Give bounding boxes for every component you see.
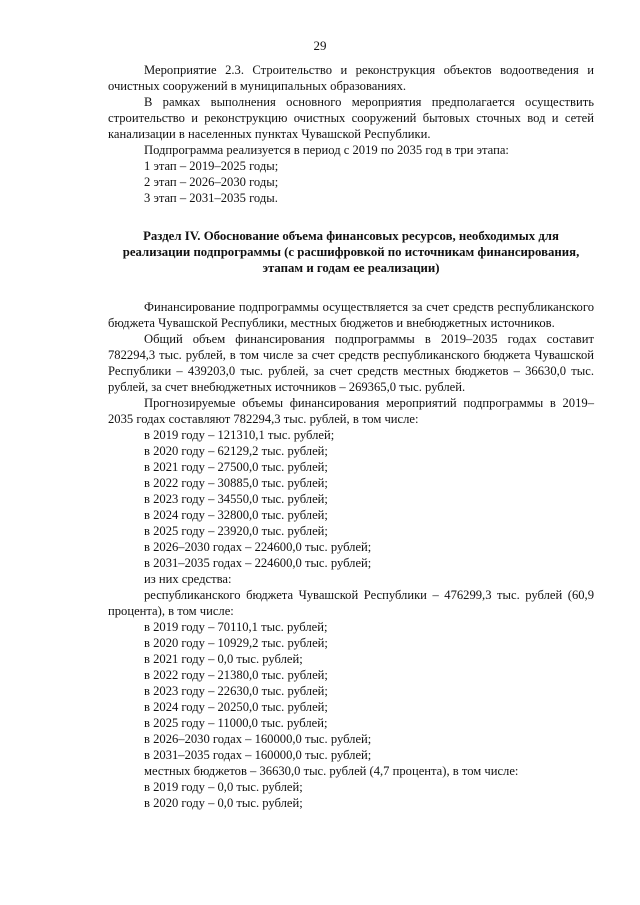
stage-item: 1 этап – 2019–2025 годы; xyxy=(144,159,279,173)
paragraph-local-budget: местных бюджетов – 36630,0 тыс. рублей (4,7 процента), в том числе: xyxy=(144,764,519,778)
total-year-item: в 2019 году – 121310,1 тыс. рублей; xyxy=(144,428,335,442)
paragraph-forecast-volume: Прогнозируемые объемы финансирования мероприятий подпрограммы в 2019–2035 годах составляют 782294,3 тыс. рублей, в том числе: xyxy=(108,396,594,426)
paragraph-measure-2-3: Мероприятие 2.3. Строительство и реконструкция объектов водоотведения и очистных сооружений в муниципальных образованиях. xyxy=(108,63,594,93)
total-year-item: в 2023 году – 34550,0 тыс. рублей; xyxy=(144,492,328,506)
paragraph-financing-sources: Финансирование подпрограммы осуществляется за счет средств республиканского бюджета Чувашской Республики, местных бюджетов и внебюджетных источников. xyxy=(108,300,594,330)
paragraph-measure-description: В рамках выполнения основного мероприятия предполагается осуществить строительство и реконструкцию очистных сооружений бытовых сточных вод и сетей канализации в населенных пунктах Чувашской Республики. xyxy=(108,95,594,141)
republican-year-item: в 2025 году – 11000,0 тыс. рублей; xyxy=(144,716,328,730)
republican-year-item: в 2022 году – 21380,0 тыс. рублей; xyxy=(144,668,328,682)
total-year-item: в 2031–2035 годах – 224600,0 тыс. рублей; xyxy=(144,556,372,570)
republican-year-item: в 2019 году – 70110,1 тыс. рублей; xyxy=(144,620,328,634)
paragraph-total-volume: Общий объем финансирования подпрограммы в 2019–2035 годах составит 782294,3 тыс. рублей, в том числе за счет средств республиканского бюджета Чувашской Республики – 439203,0 тыс. рублей, за счет средств местных бюджетов – 36630,0 тыс. рублей, за счет внебюджетных источников – 269365,0 тыс. рублей. xyxy=(108,332,594,394)
republican-year-item: в 2023 году – 22630,0 тыс. рублей; xyxy=(144,684,328,698)
total-year-item: в 2021 году – 27500,0 тыс. рублей; xyxy=(144,460,328,474)
document-body xyxy=(108,62,594,811)
paragraph-stages-intro: Подпрограмма реализуется в период с 2019 по 2035 год в три этапа: xyxy=(144,143,509,157)
republican-year-item: в 2024 году – 20250,0 тыс. рублей; xyxy=(144,700,328,714)
local-year-item: в 2020 году – 0,0 тыс. рублей; xyxy=(144,796,303,810)
republican-year-item: в 2020 году – 10929,2 тыс. рублей; xyxy=(144,636,328,650)
page-number: 29 xyxy=(313,38,327,53)
total-year-item: в 2026–2030 годах – 224600,0 тыс. рублей; xyxy=(144,540,372,554)
republican-year-item: в 2026–2030 годах – 160000,0 тыс. рублей; xyxy=(144,732,372,746)
republican-year-item: в 2031–2035 годах – 160000,0 тыс. рублей; xyxy=(144,748,372,762)
local-year-item: в 2019 году – 0,0 тыс. рублей; xyxy=(144,780,303,794)
total-year-item: из них средства: xyxy=(144,572,232,586)
total-year-item: в 2025 году – 23920,0 тыс. рублей; xyxy=(144,524,328,538)
total-year-item: в 2022 году – 30885,0 тыс. рублей; xyxy=(144,476,328,490)
total-year-item: в 2020 году – 62129,2 тыс. рублей; xyxy=(144,444,328,458)
stage-item: 3 этап – 2031–2035 годы. xyxy=(144,191,278,205)
stage-item: 2 этап – 2026–2030 годы; xyxy=(144,175,279,189)
section-heading: Раздел IV. Обоснование объема финансовых ресурсов, необходимых для реализации подпрограммы (с расшифровкой по источникам финансирования, этапам и годам ее реализации) xyxy=(122,229,580,275)
paragraph-republican-budget: республиканского бюджета Чувашской Республики – 476299,3 тыс. рублей (60,9 процента), в том числе: xyxy=(108,588,594,618)
republican-year-item: в 2021 году – 0,0 тыс. рублей; xyxy=(144,652,303,666)
total-year-item: в 2024 году – 32800,0 тыс. рублей; xyxy=(144,508,328,522)
